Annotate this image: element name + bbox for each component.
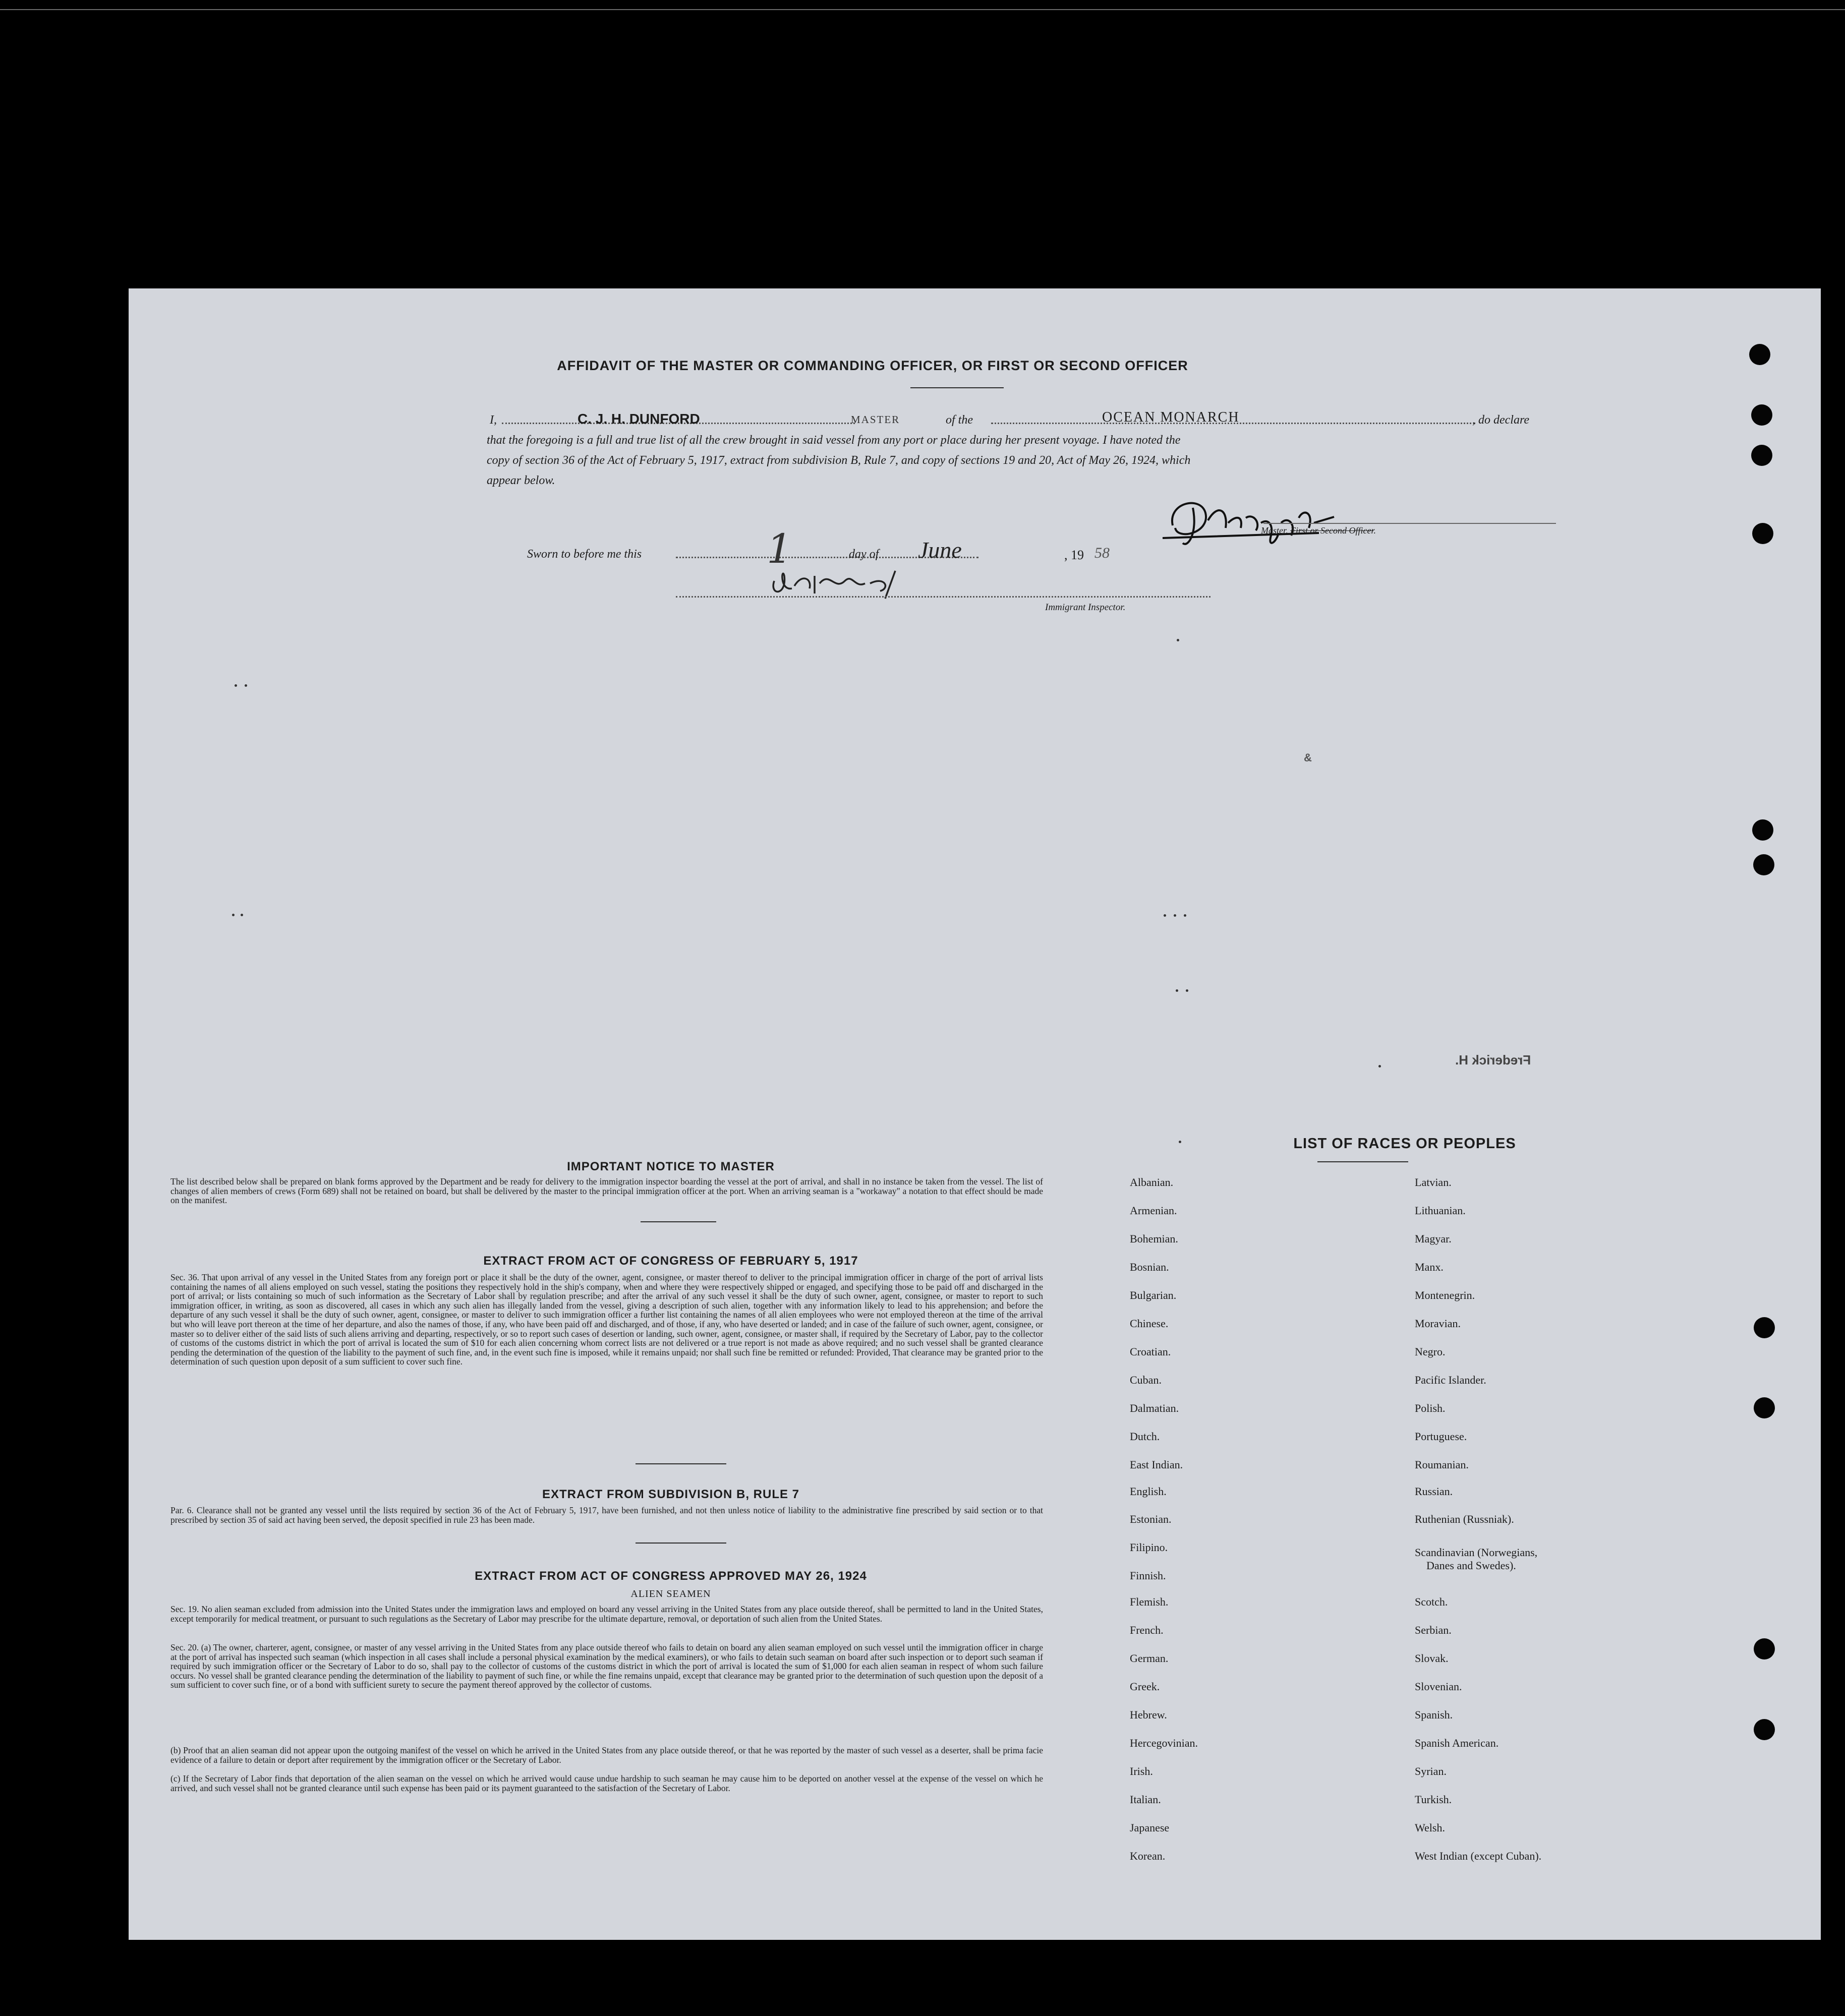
speck [232, 914, 235, 916]
race-left-item: Irish. [1130, 1765, 1153, 1777]
master-name: C. J. H. DUNFORD [578, 411, 700, 427]
notice-title: IMPORTANT NOTICE TO MASTER [567, 1160, 775, 1173]
speck [1177, 639, 1179, 641]
stray-mark: & [1304, 751, 1312, 764]
race-right-item: Ruthenian (Russniak). [1415, 1513, 1514, 1525]
speck [1174, 914, 1176, 917]
race-right-item: Negro. [1415, 1345, 1446, 1358]
race-left-item: Chinese. [1130, 1317, 1169, 1330]
race-left-item: Bohemian. [1130, 1232, 1178, 1245]
race-left-item: Armenian. [1130, 1204, 1177, 1217]
do-declare-text: , do declare [1472, 413, 1530, 427]
punch-hole [1754, 1638, 1775, 1659]
affidavit-line-3: copy of section 36 of the Act of February 5, 1917, extract from subdivision B, Rule 7, and copy of sections 19 and 20, Act of May 26, 1924, which [487, 454, 1191, 467]
races-rule [1317, 1161, 1408, 1162]
race-left-item: Dutch. [1130, 1430, 1160, 1443]
speck [1184, 914, 1186, 917]
race-left-item: Bosnian. [1130, 1261, 1169, 1273]
race-left-item: German. [1130, 1652, 1169, 1665]
punch-hole [1751, 404, 1772, 426]
race-left-item: English. [1130, 1485, 1167, 1498]
race-left-item: Japanese [1130, 1821, 1170, 1834]
race-right-item: Scandinavian (Norwegians, [1415, 1546, 1538, 1559]
punch-hole [1754, 1317, 1775, 1338]
punch-hole [1752, 523, 1773, 544]
rule7-title: EXTRACT FROM SUBDIVISION B, RULE 7 [542, 1488, 800, 1501]
race-right-item: Moravian. [1415, 1317, 1461, 1330]
race-right-item: Spanish American. [1415, 1737, 1499, 1749]
race-right-item: Roumanian. [1415, 1458, 1469, 1471]
offset-bleed-text: Frederick H. [1455, 1052, 1531, 1068]
race-left-item: Italian. [1130, 1793, 1161, 1806]
race-left-item: French. [1130, 1624, 1164, 1636]
speck [1186, 989, 1188, 992]
signature-caption: Master, First or Second Officer. [1261, 525, 1376, 536]
race-right-item: Pacific Islander. [1415, 1374, 1486, 1386]
race-right-item: Polish. [1415, 1402, 1446, 1414]
race-left-item: Estonian. [1130, 1513, 1172, 1525]
race-right-item: Magyar. [1415, 1232, 1452, 1245]
sworn-month: June [918, 537, 962, 563]
race-right-item: Scotch. [1415, 1595, 1448, 1608]
punch-hole [1754, 1397, 1775, 1418]
race-left-item: Croatian. [1130, 1345, 1171, 1358]
vessel-name: OCEAN MONARCH [1102, 409, 1240, 425]
sec20a-body: Sec. 20. (a) The owner, charterer, agent, consignee, or master of any vessel arriving in the United States from any place outside thereof who fails to detain on board any alien seaman employed on such vessel until the immigration officer in charge at the port of arrival has inspected such seaman (which inspection in all cases shall include a personal physical examination by the medical examiners), or who fails to detain such seaman on board after such inspection or to deport such seaman if required by such immigration officer or the Secretary of Labor to do so, shall pay to the collector of customs of the customs district in which the port of arrival is located the sum of $1,000 for each alien seaman in respect of whom such failure occurs. No vessel shall be granted clearance pending the determination of the liability to payment of such fine, or while the fine remains unpaid, except that clearance may be granted prior to the determination of such question upon the deposit of a sum sufficient to cover such fine, or of a bond with sufficient surety to secure the payment thereof approved by the collector of customs. [170, 1642, 1043, 1690]
race-left-item: Hercegovinian. [1130, 1737, 1198, 1749]
speck [1164, 914, 1166, 917]
punch-hole [1753, 854, 1774, 875]
title-rule [910, 387, 1004, 388]
inspector-line [676, 596, 1210, 598]
race-left-item: Filipino. [1130, 1541, 1168, 1554]
document-page [129, 288, 1821, 1940]
signature-line [1263, 523, 1556, 524]
race-left-item: Finnish. [1130, 1569, 1166, 1582]
punch-hole [1752, 819, 1773, 841]
race-right-item: Latvian. [1415, 1176, 1452, 1189]
year-prefix: , 19 [1064, 548, 1084, 562]
race-right-item: Montenegrin. [1415, 1289, 1475, 1301]
inspector-caption: Immigrant Inspector. [1045, 602, 1126, 613]
speck [1176, 989, 1178, 992]
notice-rule [641, 1221, 716, 1222]
extract-1917-body: Sec. 36. That upon arrival of any vessel in the United States from any foreign port or place it shall be the duty of the owner, agent, consignee, or master thereof to deliver to the principal immigration officer in charge of the port of arrival lists containing the names of all aliens employed on such vessel, stating the positions they respectively hold in the ship's company, when and where they were respectively shipped or engaged, and specifying those to be paid off and discharged in the port of arrival; or lists containing so much of such information as the Secretary of Labor shall by regulation prescribe; and after the arrival of any such vessel it shall be the duty of such owner, agent, consignee, or master to report to such immigration officer, in writing, as soon as discovered, all cases in which any such alien has illegally landed from the vessel, giving a description of such alien, together with any information likely to lead to his apprehension; and before the departure of any such vessel it shall be the duty of such owner, agent, consignee, or master to deliver to such immigration officer a further list containing the names of all alien employees who were not employed thereon at the time of the arrival but who will leave port thereon at the time of her departure, and also the names of those, if any, who have been paid off and discharged, and of those, if any, who have deserted or landed; and in case of the failure of such owner, agent, consignee, or master so to deliver either of the said lists of such aliens arriving and departing, respectively, or so to report such cases of desertion or landing, such owner, agent, consignee, or master shall, if required by the Secretary of Labor, pay to the collector of customs of the customs district in which the port of arrival is located the sum of $10 for each alien concerning whom correct lists are not delivered or a true report is not made as above required; and no such vessel shall be granted clearance pending the determination of the question of the liability to the payment of such fine, and, in the event such fine is imposed, while it remains unpaid; nor shall such fine be remitted or refunded: Provided, That clearance may be granted prior to the determination of such question upon deposit of a sum sufficient to cover such fine. [170, 1272, 1043, 1367]
of-the-text: of the [946, 413, 973, 427]
affidavit-line-4: appear below. [487, 474, 555, 487]
extract-1917-title: EXTRACT FROM ACT OF CONGRESS OF FEBRUARY 5, 1917 [483, 1254, 858, 1268]
race-right-item: Russian. [1415, 1485, 1453, 1498]
race-left-item: Korean. [1130, 1850, 1166, 1862]
race-left-item: Cuban. [1130, 1374, 1162, 1386]
race-right-item: Manx. [1415, 1261, 1444, 1273]
race-right-item: Serbian. [1415, 1624, 1452, 1636]
race-right-item: Welsh. [1415, 1821, 1445, 1834]
punch-hole [1749, 344, 1770, 365]
affidavit-i: I, [490, 413, 497, 427]
sec19-body: Sec. 19. No alien seaman excluded from admission into the United States under the immigration laws and employed on board any vessel arriving in the United States from any place outside thereof, shall be permitted to land in the United States, except temporarily for medical treatment, or pursuant to such regulations as the Secretary of Labor may prescribe for the ultimate departure, removal, or deportation of such alien from the United States. [170, 1604, 1043, 1624]
year-suffix: 58 [1094, 545, 1110, 561]
race-right-item: West Indian (except Cuban). [1415, 1850, 1542, 1862]
day-of-text: day of [849, 548, 879, 561]
extract-1917-rule [636, 1463, 726, 1464]
rank-text: MASTER [851, 413, 900, 426]
race-left-item: Bulgarian. [1130, 1289, 1177, 1301]
inspector-signature [764, 561, 946, 601]
race-left-item: Dalmatian. [1130, 1402, 1179, 1414]
scanner-edge-line [0, 9, 1845, 10]
speck [245, 684, 247, 687]
extract-1924-title: EXTRACT FROM ACT OF CONGRESS APPROVED MAY 26, 1924 [475, 1569, 867, 1583]
race-left-item: Greek. [1130, 1680, 1160, 1693]
affidavit-line-2: that the foregoing is a full and true list of all the crew brought in said vessel from any port or place during her present voyage. I have noted the [487, 434, 1181, 447]
punch-hole [1751, 445, 1772, 466]
sworn-day: 1 [767, 525, 792, 572]
race-right-item: Syrian. [1415, 1765, 1447, 1777]
affidavit-title: AFFIDAVIT OF THE MASTER OR COMMANDING OFFICER, OR FIRST OR SECOND OFFICER [557, 358, 1188, 373]
sec20b-body: (b) Proof that an alien seaman did not appear upon the outgoing manifest of the vessel on which he arrived in the United States from any place outside thereof, or that he was reported by the master of such vessel as a deserter, shall be prima facie evidence of a failure to detain or deport after requirement by the immigration officer or the Secretary of Labor. [170, 1745, 1043, 1765]
race-right-item: Slovenian. [1415, 1680, 1462, 1693]
master-signature [1152, 488, 1455, 553]
speck [241, 914, 243, 916]
races-title: LIST OF RACES OR PEOPLES [1293, 1136, 1516, 1152]
race-left-item: Flemish. [1130, 1595, 1169, 1608]
rule7-body: Par. 6. Clearance shall not be granted any vessel until the lists required by section 36 of the Act of February 5, 1917, have been furnished, and not then unless notice of liability to the administrative fine prescribed by said section or to that prescribed by section 35 of said act having been served, the deposit specified in rule 23 has been made. [170, 1505, 1043, 1525]
race-right-item: Turkish. [1415, 1793, 1452, 1806]
race-left-item: East Indian. [1130, 1458, 1183, 1471]
sworn-text: Sworn to before me this [527, 548, 642, 561]
race-right-item: Portuguese. [1415, 1430, 1467, 1443]
extract-1924-subtitle: ALIEN SEAMEN [630, 1588, 711, 1599]
race-left-item: Hebrew. [1130, 1708, 1167, 1721]
speck [235, 684, 237, 687]
punch-hole [1754, 1719, 1775, 1740]
rule7-rule [636, 1543, 726, 1544]
speck [1378, 1065, 1381, 1068]
race-right-item: Lithuanian. [1415, 1204, 1466, 1217]
race-right-item: Slovak. [1415, 1652, 1449, 1665]
race-left-item: Albanian. [1130, 1176, 1174, 1189]
race-right-item: Spanish. [1415, 1708, 1453, 1721]
sec20c-body: (c) If the Secretary of Labor finds that deportation of the alien seaman on the vessel on which he arrived would cause undue hardship to such seaman he may cause him to be deported on another vessel at the expense of the vessel on which he arrived, and such vessel shall not be granted clearance until such expense has been paid or its payment guaranteed to the satisfaction of the Secretary of Labor. [170, 1773, 1043, 1793]
notice-body: The list described below shall be prepared on blank forms approved by the Department and be ready for delivery to the immigration inspector boarding the vessel at the port of arrival, and shall in no instance be taken from the vessel. The list of changes of alien members of crews (Form 689) shall not be retained on board, but shall be delivered by the master to the principal immigration officer at the port. When an arriving seaman is a "workaway" a notation to that effect should be made on the manifest. [170, 1176, 1043, 1206]
race-right-item: Danes and Swedes). [1426, 1559, 1516, 1572]
